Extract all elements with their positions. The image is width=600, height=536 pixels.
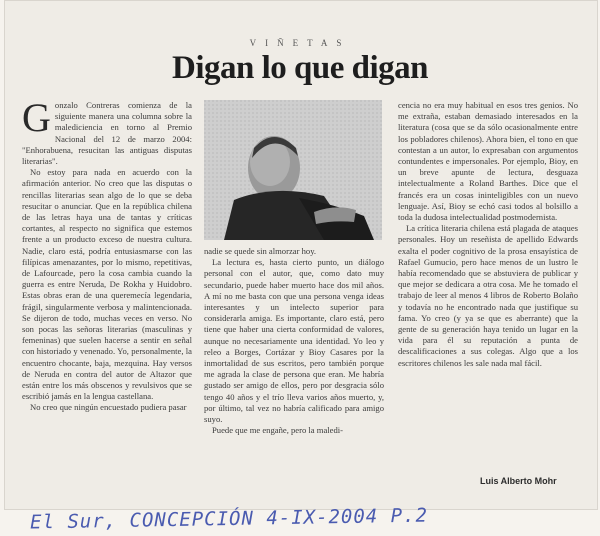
article-column-3 [398, 100, 578, 470]
paragraph-1: Gonzalo Contreras comienza de la siguiente manera una columna sobre la malediciencia en torno al Premio Nacional del 12 de marzo 2004: "Enhorabuena, resucitan las antiguas disputas literarias". [22, 100, 192, 167]
handwritten-source-note: El Sur, CONCEPCIÓN 4-IX-2004 P.2 [29, 504, 429, 534]
paragraph-2: No estoy para nada en acuerdo con la afirmación anterior. No creo que las disputas o rencillas literarias sean algo de lo que se deba resucitar o anunciar. Que en la república chilena de las letras haya una de tantas y críticas cortantes, al respecto no significa que estemos frente a un producto exceso de nuestra cultura. Nadie, claro está, podría entusiasmarse con las filípicas amenazantes, por lo mismo, repetitivas, de Lafourcade, pero la cosa cambia cuando la guerra es entre Neruda, De Rokha y Huidobro. Estas obras eran de una queremecía legendaria, frágil, singularmente verbosa y malintencionada. Se dijeron de todo, muchas veces en verso. No son pocas las señoras literarias (masculinas y femeninas) que suelen hacerse a sentir en señal con historiado y venenado. Yo, personalmente, la encuentro chocante, baja, mezquina. Hay versos de Neruda en contra del autor de Altazor que están entre los más obscenos y revulsivos que se escribió jamás en la lengua castellana. [22, 167, 192, 402]
photo-illustration [204, 100, 382, 240]
paragraph-4: nadie se quede sin almorzar hoy. [204, 246, 317, 256]
paragraph-3: No creo que ningún encuestado pudiera pasar [30, 402, 187, 413]
author-byline: Luis Alberto Mohr [480, 476, 557, 486]
section-label: VIÑETAS [249, 38, 351, 48]
article-headline: Digan lo que digan [172, 50, 428, 86]
author-photo [204, 100, 382, 240]
article-column-1 [22, 100, 192, 504]
drop-cap: G [22, 100, 51, 140]
paragraph-6: Puede que me engañe, pero la maledi- [212, 425, 344, 436]
paragraph-7: cencia no era muy habitual en esos tres genios. No me extraña, estaban demasiado interesados en la literatura (cosa que se da sólo ocasionalmente entre los pobladores chilenos). Ahora bien, el tono en que contestan a un autor, lo expresaban con argumentos contundentes e impersonales. Por ejemplo, Bioy, en un breve apunte de lectura, desguaza intelectualmente a Roland Barthes. Dice que el francés era un cosas ininteligibles con un nuevo lenguaje. Así, Bioy se echó casi todos al bolsillo a toda la dudosa intelectualidad postmodernista. [398, 100, 578, 223]
article-column-2 [204, 246, 384, 482]
paragraph-8: La crítica literaria chilena está plagada de ataques personales. Hoy un reseñista de apellido Edwards exalta el poder cognitivo de la prosa ensayística de Rafael Gumucio, pero hace menos de un lustro le había recomendado que se abstuviera de publicar y que mejor se dedicara a otra cosa. Me he tomado el trabajo de leer al menos 4 libros de Roberto Bolaño y todavía no he encontrado nada que justifique su fama. Yo creo (y ya se que es aberrante) que la gente de su generación haya tenido un lugar en la vida para él su reputación a punta de descalificaciones a sus colegas. Algo que a los escritores chilenos les sale nada mal fácil. [398, 223, 578, 368]
paragraph-5: La lectura es, hasta cierto punto, un diálogo personal con el autor, que, como dato muy secundario, puede haber muerto hace dos mil años. A mí no me basta con que una persona venga ideas interesantes y un intelecto superior para considerarla amiga. Es importante, claro está, pero tiene que haber una cierta conformidad de valores, aunque no necesariamente una identidad. Yo leo y releo a Borges, Cortázar y Bioy Casares por la inmortalidad de sus escritos, pero también porque me agrada la clase de persona que eran. Me habría gustado ser amigo de ellos, pero por desgracia sólo tengo 40 años y el trío lleva varios años muerto, y, por último, tal vez no habría calificado para amigo suyo. [204, 257, 384, 425]
